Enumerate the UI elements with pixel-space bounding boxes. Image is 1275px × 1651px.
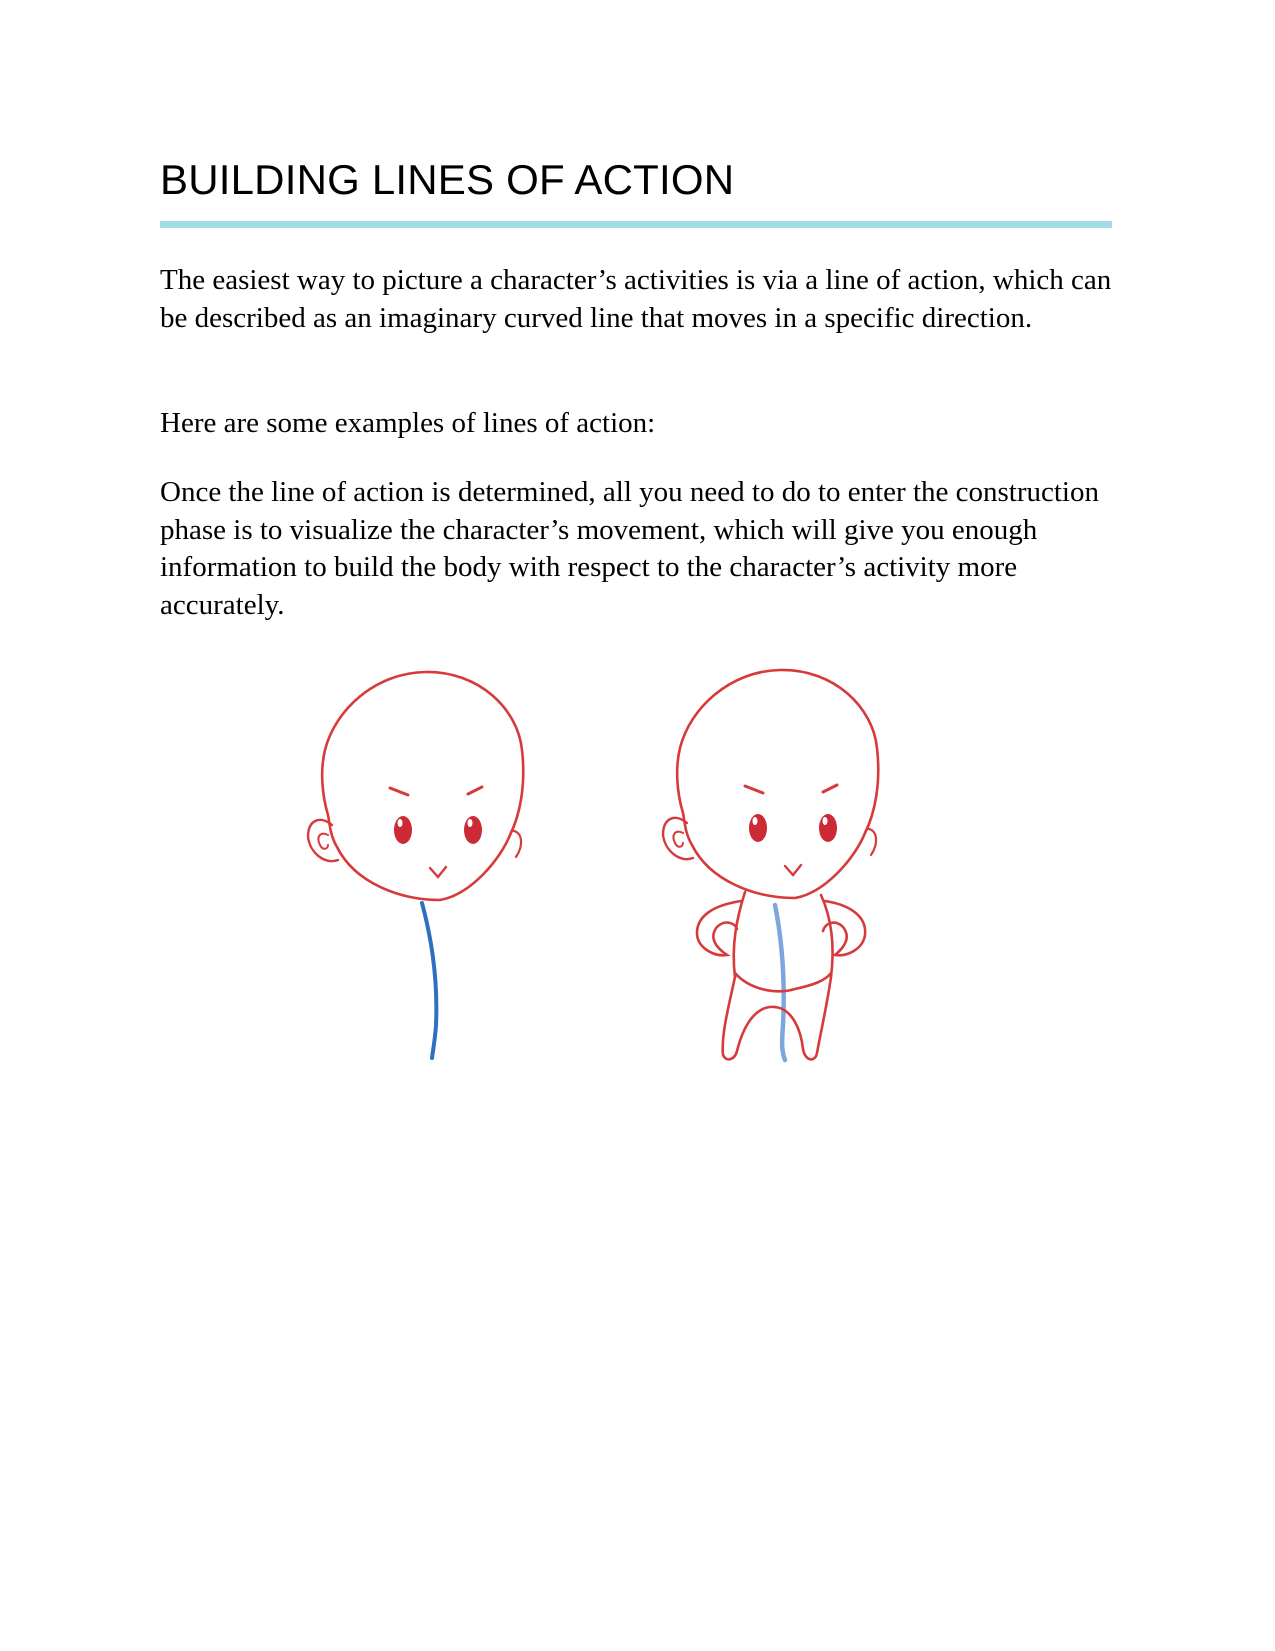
character-head-only xyxy=(308,672,523,1058)
character-full-body xyxy=(663,670,878,1060)
mouth xyxy=(785,865,801,875)
action-line xyxy=(422,903,436,1058)
right-ear xyxy=(869,829,876,855)
title-divider xyxy=(160,221,1112,228)
right-eye xyxy=(819,814,837,842)
intro-paragraph: The easiest way to picture a character’s activities is via a line of action, which can be described as an imaginary curved line that moves in a specific direction. xyxy=(160,264,1112,334)
torso-right xyxy=(821,895,833,977)
page-title: BUILDING LINES OF ACTION xyxy=(160,156,735,203)
right-ear xyxy=(514,831,521,857)
left-eye xyxy=(749,814,767,842)
head-outline xyxy=(322,672,523,900)
head-outline xyxy=(677,670,878,898)
action-line-light xyxy=(775,905,785,1060)
construction-paragraph: Once the line of action is determined, all you need to do to enter the construction phase is to visualize the character’s movement, which will give you enough information to build the body with respect to the character’s activity more accurately. xyxy=(160,476,1099,621)
left-brow xyxy=(390,788,408,795)
right-arm xyxy=(823,901,865,955)
right-brow xyxy=(823,785,837,792)
mouth xyxy=(430,867,446,877)
left-brow xyxy=(745,786,763,793)
right-brow xyxy=(468,787,482,794)
line-of-action-illustration xyxy=(290,655,930,1075)
examples-paragraph: Here are some examples of lines of action: xyxy=(160,407,656,439)
left-eye xyxy=(394,816,412,844)
left-ear-inner xyxy=(673,832,683,847)
right-eye xyxy=(464,816,482,844)
torso-left xyxy=(734,892,745,977)
left-ear-inner xyxy=(318,834,328,849)
